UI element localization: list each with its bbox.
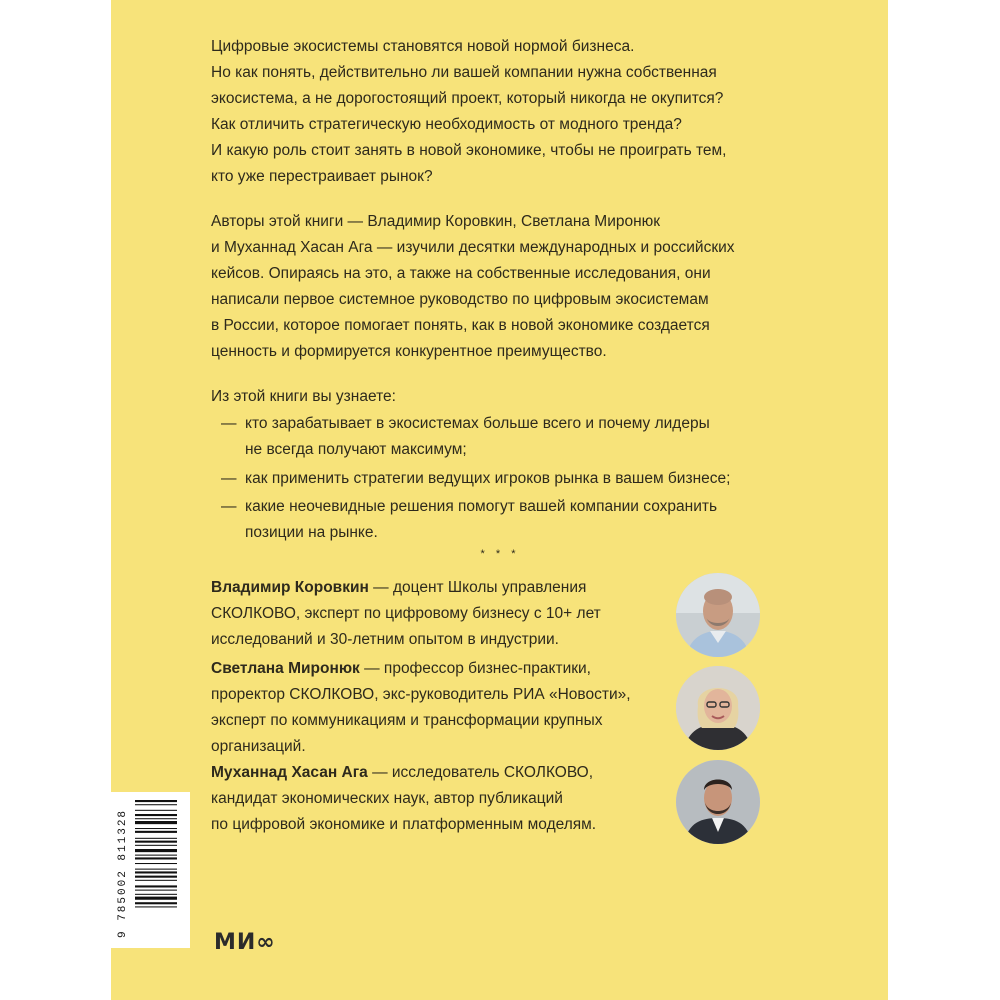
publisher-logo: МИ∞: [214, 930, 276, 955]
author-bio: [211, 760, 651, 838]
text-line: кто уже перестраивает рынок?: [211, 168, 433, 185]
text-line: в России, которое помогает понять, как в новой экономике создается: [211, 317, 710, 334]
text-line: — исследователь СКОЛКОВО,: [367, 764, 594, 781]
text-line: как применить стратегии ведущих игроков рынка в вашем бизнесе;: [245, 470, 731, 487]
text-line: какие неочевидные решения помогут вашей компании сохранить: [245, 498, 718, 515]
text-line: Авторы этой книги — Владимир Коровкин, Светлана Миронюк: [211, 213, 661, 230]
isbn-barcode: [111, 792, 190, 948]
barcode-bars: [135, 800, 177, 940]
section-separator: * * *: [480, 548, 520, 560]
text-line: позиции на рынке.: [245, 524, 378, 541]
text-line: исследований и 30-летним опытом в индустрии.: [211, 631, 559, 648]
list-heading: Из этой книги вы узнаете:: [211, 388, 396, 405]
text-line: не всегда получают максимум;: [245, 441, 467, 458]
text-line: — профессор бизнес-практики,: [359, 660, 591, 677]
author-name: Муханнад Хасан Ага: [211, 764, 368, 781]
text-line: кандидат экономических наук, автор публикаций: [211, 790, 563, 807]
text-line: Но как понять, действительно ли вашей компании нужна собственная: [211, 64, 717, 81]
text-line: СКОЛКОВО, эксперт по цифровому бизнесу с 10+ лет: [211, 605, 601, 622]
text-line: Цифровые экосистемы становятся новой нормой бизнеса.: [211, 38, 635, 55]
author-bio: [211, 656, 651, 760]
author-name: Владимир Коровкин: [211, 579, 369, 596]
text-line: — доцент Школы управления: [368, 579, 587, 596]
text-line: написали первое системное руководство по цифровым экосистемам: [211, 291, 709, 308]
text-line: ценность и формируется конкурентное преимущество.: [211, 343, 607, 360]
list-dash: —: [221, 470, 237, 487]
author-portrait-mironyuk: [676, 666, 760, 750]
intro-paragraph-2: [211, 209, 811, 365]
text-line: эксперт по коммуникациям и трансформации крупных: [211, 712, 603, 729]
text-line: кейсов. Опираясь на это, а также на собственные исследования, они: [211, 265, 711, 282]
barcode-digits: 9 785002 811328: [117, 808, 129, 938]
text-line: и Муханнад Хасан Ага — изучили десятки международных и российских: [211, 239, 735, 256]
author-portrait-hasan-aga: [676, 760, 760, 844]
list-dash: —: [221, 415, 237, 432]
author-bio: [211, 575, 651, 653]
text-line: по цифровой экономике и платформенным моделям.: [211, 816, 597, 833]
text-line: Как отличить стратегическую необходимость от модного тренда?: [211, 116, 682, 133]
text-line: проректор СКОЛКОВО, экс-руководитель РИА «Новости»,: [211, 686, 631, 703]
intro-paragraph-1: [211, 34, 811, 190]
author-portrait-korovkin: [676, 573, 760, 657]
text-line: организаций.: [211, 738, 306, 755]
text-line: И какую роль стоит занять в новой экономике, чтобы не проиграть тем,: [211, 142, 727, 159]
list-dash: —: [221, 498, 237, 515]
text-line: кто зарабатывает в экосистемах больше всего и почему лидеры: [245, 415, 710, 432]
text-line: экосистема, а не дорогостоящий проект, который никогда не окупится?: [211, 90, 724, 107]
author-name: Светлана Миронюк: [211, 660, 360, 677]
